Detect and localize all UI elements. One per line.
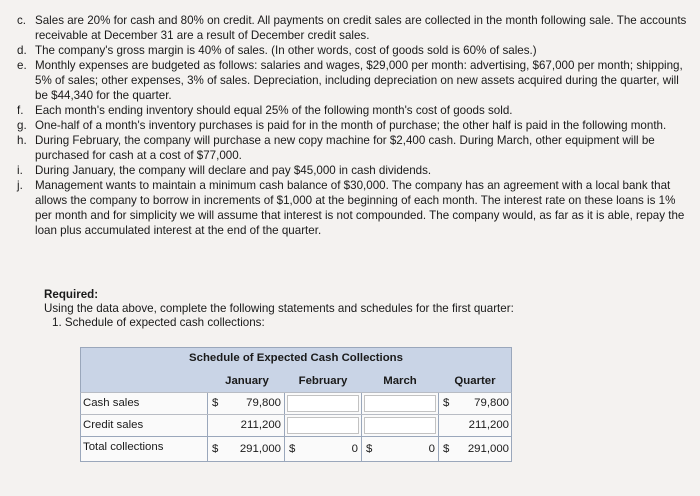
input-box[interactable] (287, 417, 359, 434)
column-header-quarter: Quarter (454, 375, 496, 387)
cell-february: $ 0 (284, 437, 361, 461)
cell-january: $ 79,800 (207, 393, 284, 414)
list-item: i. During January, the company will declare and pay $45,000 in cash dividends. (17, 164, 432, 177)
column-header-march: March (383, 375, 417, 387)
table-row-total-collections (80, 436, 512, 462)
cell-january: $ 291,000 (207, 437, 284, 461)
cell-quarter: 211,200 (438, 415, 512, 436)
assumptions-list (17, 13, 689, 238)
input-box[interactable] (287, 395, 359, 412)
required-text: Using the data above, complete the following statements and schedules for the first quarter: (44, 302, 514, 315)
list-item: h. During February, the company will purchase a new copy machine for $2,400 cash. During March, other equipment will be purchased for cash at a cost of $77,000. (17, 134, 655, 162)
column-header-january: January (225, 375, 269, 387)
cell-february-input[interactable] (284, 393, 361, 414)
cell-january: 211,200 (207, 415, 284, 436)
list-item: g. One-half of a month's inventory purchases is paid for in the month of purchase; the other half is paid in the following month. (17, 119, 667, 132)
list-item: f. Each month's ending inventory should equal 25% of the following month's cost of goods sold. (17, 104, 513, 117)
list-item: j. Management wants to maintain a minimum cash balance of $30,000. The company has an agreement with a local bank that allows the company to borrow in increments of $1,000 at the beginning of each month. The interest rate on these loans is 1% per month and for simplicity we will assume that interest is not compounded. The company would, as far as it is able, repay the loan plus accumulated interest at the end of the quarter. (17, 179, 685, 237)
schedule-header (80, 347, 512, 392)
row-label: Total collections (83, 441, 164, 453)
column-header-february: February (298, 375, 348, 387)
input-box[interactable] (364, 417, 436, 434)
cell-quarter: $ 291,000 (438, 437, 512, 461)
cell-february-input[interactable] (284, 415, 361, 436)
required-subitem: 1. Schedule of expected cash collections: (52, 316, 265, 329)
row-label: Credit sales (83, 419, 144, 431)
required-heading: Required: (44, 288, 99, 301)
cell-quarter: $ 79,800 (438, 393, 512, 414)
input-box[interactable] (364, 395, 436, 412)
cell-march-input[interactable] (361, 393, 438, 414)
cell-march: $ 0 (361, 437, 438, 461)
table-row-cash-sales (80, 392, 512, 414)
row-label: Cash sales (83, 397, 140, 409)
table-row-credit-sales (80, 414, 512, 436)
list-item: d. The company's gross margin is 40% of sales. (In other words, cost of goods sold is 60% of sales.) (17, 44, 537, 57)
list-item: c. Sales are 20% for cash and 80% on credit. All payments on credit sales are collected in the month following sale. The accounts receivable at December 31 are a result of December credit sales. (17, 14, 687, 42)
cell-march-input[interactable] (361, 415, 438, 436)
schedule-title: Schedule of Expected Cash Collections (189, 352, 403, 364)
cash-collections-schedule (80, 347, 512, 462)
required-section (44, 288, 514, 330)
list-item: e. Monthly expenses are budgeted as follows: salaries and wages, $29,000 per month: advertising, $67,000 per month; shipping, 5% of sales; other expenses, 3% of sales. Depreciation, including depreciation on new assets acquired during the quarter, will be $44,340 for the quarter. (17, 59, 683, 102)
